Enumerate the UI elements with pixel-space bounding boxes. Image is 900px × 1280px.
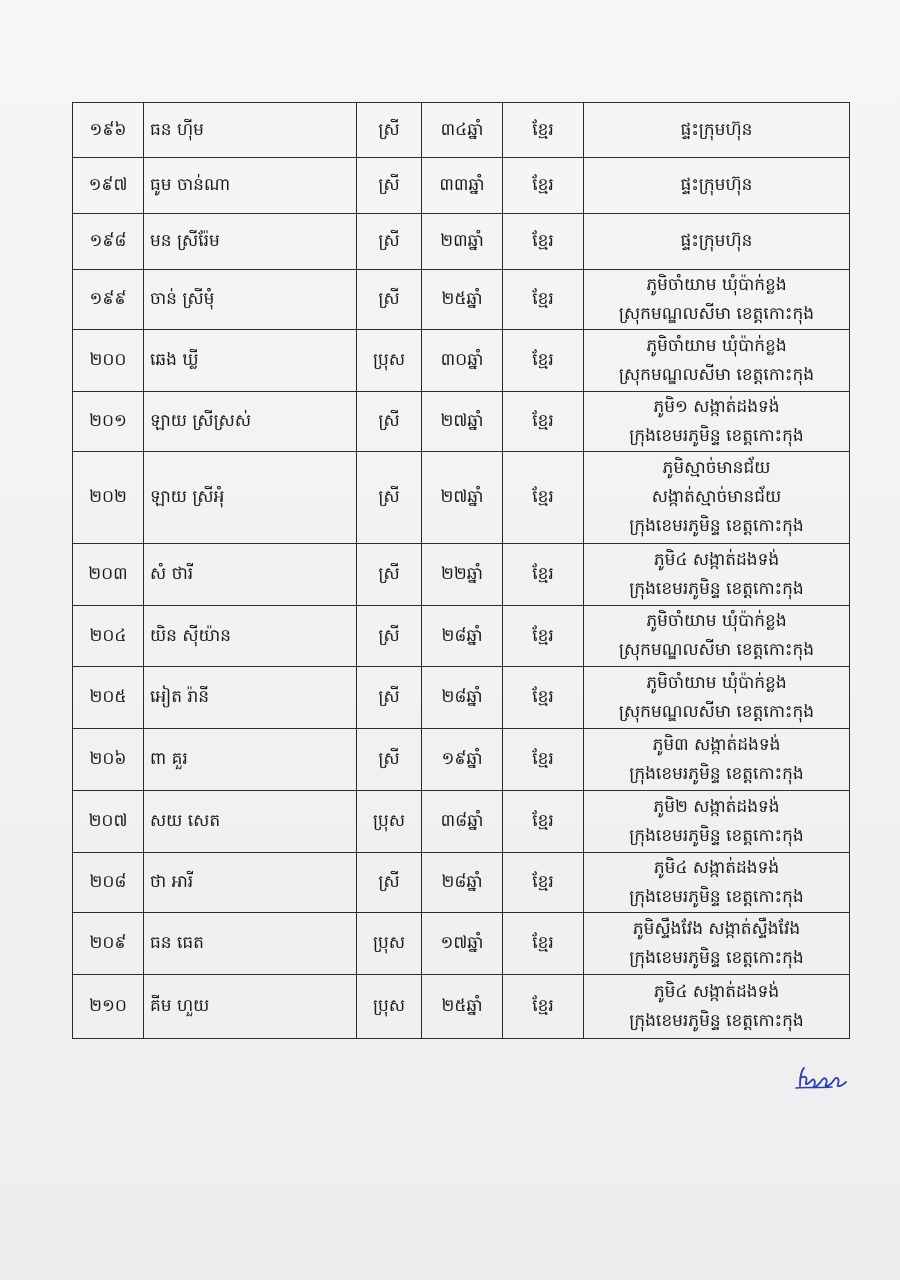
address-line: ភូមិ៤ សង្កាត់ដងទង់ [653, 857, 780, 878]
row-number-cell: ២០៦ [73, 729, 144, 791]
nationality-cell: ខ្មែរ [503, 270, 584, 330]
name-cell: ឡាយ ស្រីស្រស់ [144, 392, 357, 452]
name-cell: គីម ហួយ [144, 975, 357, 1039]
table-row [73, 214, 850, 270]
address-line: ផ្ទះក្រុមហ៊ុន [680, 119, 753, 140]
records-table [72, 102, 850, 1039]
table-row [73, 452, 850, 544]
nationality-cell: ខ្មែរ [503, 606, 584, 667]
name-cell: សយ សេត [144, 791, 357, 853]
sex-cell: ស្រី [357, 452, 422, 544]
sex-cell: ស្រី [357, 103, 422, 158]
address-line: សង្កាត់ស្មាច់មានជ័យ [651, 487, 782, 507]
nationality-cell: ខ្មែរ [503, 214, 584, 270]
age-cell: ២៨ឆ្នាំ [422, 667, 503, 729]
address-cell [584, 452, 850, 544]
address-cell [584, 392, 850, 452]
address-line: ភូមិចាំយាម ឃុំប៉ាក់ខ្លង [646, 335, 787, 356]
age-cell: ២៣ឆ្នាំ [422, 214, 503, 270]
address-cell [584, 270, 850, 330]
address-line: ផ្ទះក្រុមហ៊ុន [680, 231, 753, 251]
sex-cell: ប្រុស [357, 975, 422, 1039]
row-number-cell: ២០៨ [73, 853, 144, 913]
table-row [73, 606, 850, 667]
row-number-cell: ២០០ [73, 330, 144, 392]
address-line: ភូមិចាំយាម ឃុំប៉ាក់ខ្លង [646, 274, 787, 295]
table-row [73, 330, 850, 392]
sex-cell: ស្រី [357, 606, 422, 667]
name-cell: យិន ស៊ីយ៉ាន [144, 606, 357, 667]
address-line: ភូមិស្មាច់មានជ័យ [662, 458, 771, 478]
age-cell: ២៥ឆ្នាំ [422, 975, 503, 1039]
address-line: ក្រុងខេមរភូមិន្ទ ខេត្តកោះកុង [629, 886, 804, 907]
nationality-cell: ខ្មែរ [503, 667, 584, 729]
address-line: ស្រុកមណ្ឌលសីមា ខេត្តកោះកុង [618, 364, 815, 385]
age-cell: ២៨ឆ្នាំ [422, 606, 503, 667]
address-line: ក្រុងខេមរភូមិន្ទ ខេត្តកោះកុង [629, 425, 804, 446]
name-cell: សំ ថារី [144, 544, 357, 606]
name-cell: ធន ធេត [144, 913, 357, 975]
address-cell [584, 667, 850, 729]
name-cell: ធន ហ៊ីម [144, 103, 357, 158]
address-line: ភូមិស្ទឹងវែង សង្កាត់ស្ទឹងវែង [632, 918, 801, 939]
address-line: ក្រុងខេមរភូមិន្ទ ខេត្តកោះកុង [629, 516, 804, 536]
row-number-cell: ២០២ [73, 452, 144, 544]
nationality-cell: ខ្មែរ [503, 544, 584, 606]
age-cell: ១៩ឆ្នាំ [422, 729, 503, 791]
sex-cell: ស្រី [357, 158, 422, 214]
nationality-cell: ខ្មែរ [503, 330, 584, 392]
address-cell [584, 544, 850, 606]
table-row [73, 270, 850, 330]
age-cell: ១៧ឆ្នាំ [422, 913, 503, 975]
address-line: ក្រុងខេមរភូមិន្ទ ខេត្តកោះកុង [629, 825, 804, 846]
handwritten-signature [792, 1062, 852, 1094]
sex-cell: ស្រី [357, 270, 422, 330]
table-row [73, 158, 850, 214]
address-line: ភូមិ១ សង្កាត់ដងទង់ [653, 396, 780, 417]
sex-cell: ស្រី [357, 667, 422, 729]
row-number-cell: ២០៧ [73, 791, 144, 853]
sex-cell: ស្រី [357, 853, 422, 913]
table-row [73, 791, 850, 853]
row-number-cell: ២០៩ [73, 913, 144, 975]
table-row [73, 667, 850, 729]
address-cell [584, 791, 850, 853]
nationality-cell: ខ្មែរ [503, 853, 584, 913]
address-line: ភូមិ២ សង្កាត់ដងទង់ [653, 796, 780, 817]
row-number-cell: ២០៣ [73, 544, 144, 606]
table-row [73, 392, 850, 452]
table-row [73, 729, 850, 791]
address-line: ភូមិ៤ សង្កាត់ដងទង់ [653, 549, 780, 570]
address-cell [584, 913, 850, 975]
address-cell [584, 853, 850, 913]
row-number-cell: ១៩៧ [73, 158, 144, 214]
address-cell [584, 606, 850, 667]
address-line: ផ្ទះក្រុមហ៊ុន [680, 175, 753, 195]
row-number-cell: ១៩៨ [73, 214, 144, 270]
nationality-cell: ខ្មែរ [503, 975, 584, 1039]
sex-cell: ប្រុស [357, 330, 422, 392]
nationality-cell: ខ្មែរ [503, 103, 584, 158]
address-cell [584, 330, 850, 392]
row-number-cell: ២១០ [73, 975, 144, 1039]
table-row [73, 544, 850, 606]
name-cell: ឡាយ ស្រីអុំ [144, 452, 357, 544]
row-number-cell: ២០៤ [73, 606, 144, 667]
address-cell [584, 975, 850, 1039]
sex-cell: ស្រី [357, 544, 422, 606]
nationality-cell: ខ្មែរ [503, 913, 584, 975]
nationality-cell: ខ្មែរ [503, 729, 584, 791]
sex-cell: ប្រុស [357, 791, 422, 853]
address-line: ភូមិ៤ សង្កាត់ដងទង់ [653, 981, 780, 1002]
nationality-cell: ខ្មែរ [503, 791, 584, 853]
sex-cell: ស្រី [357, 392, 422, 452]
age-cell: ២៨ឆ្នាំ [422, 853, 503, 913]
sex-cell: ស្រី [357, 214, 422, 270]
address-cell [584, 158, 850, 214]
age-cell: ៣០ឆ្នាំ [422, 330, 503, 392]
age-cell: ២៧ឆ្នាំ [422, 392, 503, 452]
name-cell: មន ស្រីរ៉ែម [144, 214, 357, 270]
row-number-cell: ១៩៩ [73, 270, 144, 330]
table-row [73, 103, 850, 158]
table-row [73, 975, 850, 1039]
row-number-cell: ២០៥ [73, 667, 144, 729]
age-cell: ២២ឆ្នាំ [422, 544, 503, 606]
address-line: ក្រុងខេមរភូមិន្ទ ខេត្តកោះកុង [629, 1010, 804, 1031]
sex-cell: ស្រី [357, 729, 422, 791]
age-cell: ៣៨ឆ្នាំ [422, 791, 503, 853]
name-cell: ពា គួរ [144, 729, 357, 791]
address-line: ក្រុងខេមរភូមិន្ទ ខេត្តកោះកុង [629, 947, 804, 968]
address-line: ស្រុកមណ្ឌលសីមា ខេត្តកោះកុង [618, 640, 815, 660]
address-cell [584, 214, 850, 270]
address-cell [584, 103, 850, 158]
nationality-cell: ខ្មែរ [503, 452, 584, 544]
age-cell: ៣៣ឆ្នាំ [422, 158, 503, 214]
age-cell: ៣៤ឆ្នាំ [422, 103, 503, 158]
address-line: ក្រុងខេមរភូមិន្ទ ខេត្តកោះកុង [629, 578, 804, 599]
address-line: ភូមិចាំយាម ឃុំប៉ាក់ខ្លង [646, 611, 787, 631]
name-cell: ធូម ចាន់ណា [144, 158, 357, 214]
name-cell: អៀត រ៉ានី [144, 667, 357, 729]
sex-cell: ប្រុស [357, 913, 422, 975]
row-number-cell: ២០១ [73, 392, 144, 452]
nationality-cell: ខ្មែរ [503, 158, 584, 214]
address-line: ភូមិ៣ សង្កាត់ដងទង់ [652, 734, 781, 755]
table-row [73, 913, 850, 975]
nationality-cell: ខ្មែរ [503, 392, 584, 452]
address-cell [584, 729, 850, 791]
name-cell: ឆេង ឃ្លី [144, 330, 357, 392]
address-line: ស្រុកមណ្ឌលសីមា ខេត្តកោះកុង [618, 303, 815, 324]
address-line: ស្រុកមណ្ឌលសីមា ខេត្តកោះកុង [618, 701, 815, 722]
age-cell: ២៥ឆ្នាំ [422, 270, 503, 330]
address-line: ក្រុងខេមរភូមិន្ទ ខេត្តកោះកុង [629, 763, 804, 784]
name-cell: ចាន់ ស្រីមុំ [144, 270, 357, 330]
name-cell: ថា អារី [144, 853, 357, 913]
records-table-body [73, 103, 850, 1039]
table-row [73, 853, 850, 913]
row-number-cell: ១៩៦ [73, 103, 144, 158]
age-cell: ២៧ឆ្នាំ [422, 452, 503, 544]
address-line: ភូមិចាំយាម ឃុំប៉ាក់ខ្លង [646, 672, 787, 693]
